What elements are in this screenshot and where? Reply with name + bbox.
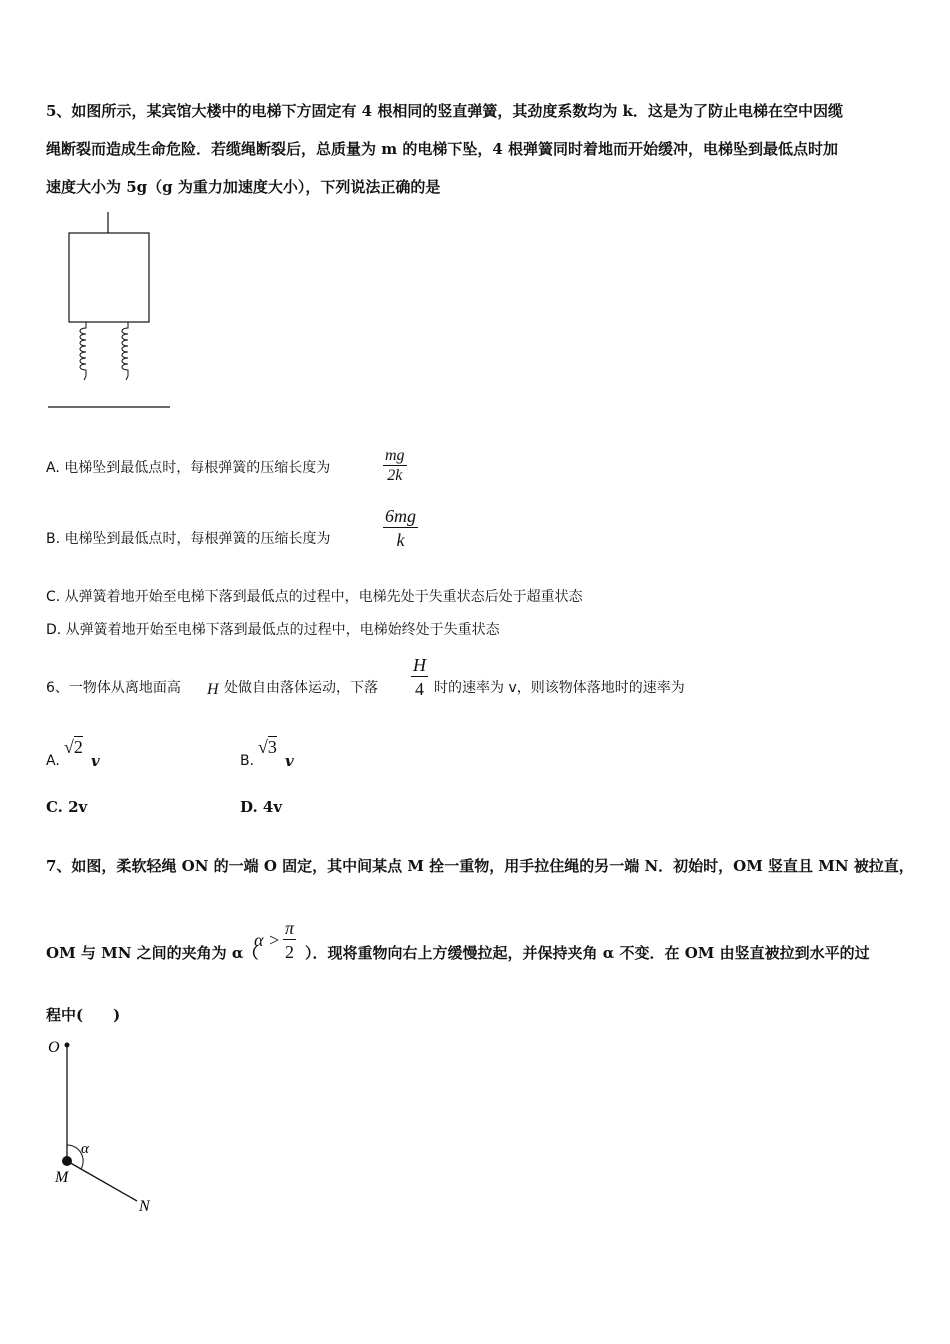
q6-option-a-radicand: 2	[73, 737, 83, 757]
q5-option-c: C. 从弹簧着地开始至电梯下落到最低点的过程中，电梯先处于失重状态后处于超重状态	[46, 589, 583, 605]
q6-option-c: C. 2v	[46, 798, 88, 816]
q5-option-a-denominator: 2k	[387, 467, 403, 484]
q5-stem-line3: 速度大小为 5g（g 为重力加速度大小），下列说法正确的是	[46, 178, 441, 196]
q6-stem-part3: 时的速率为 v，则该物体落地时的速率为	[434, 680, 685, 696]
q7-stem-line2-part2: ）．现将重物向右上方缓慢拉起，并保持夹角 α 不变．在 OM 由竖直被拉到水平的过	[305, 944, 870, 962]
q7-stem-line1: 7、如图，柔软轻绳 ON 的一端 O 固定，其中间某点 M 拴一重物，用手拉住绳的另一端 N．初始时，OM 竖直且 MN 被拉直，	[46, 857, 914, 875]
q5-option-a-fraction	[383, 446, 407, 485]
q6-option-b-radicand: 3	[267, 737, 277, 757]
q7-pi-denominator: 2	[285, 942, 295, 962]
q6-option-b-v: v	[285, 752, 294, 770]
q5-option-b: B. 电梯坠到最低点时，每根弹簧的压缩长度为	[46, 531, 331, 547]
q5-option-b-denominator: k	[396, 530, 405, 550]
point-n-label: N	[139, 1198, 150, 1215]
q6-stem-part1: 6、一物体从离地面高	[46, 680, 181, 696]
radical-sign-icon: √	[258, 737, 268, 757]
q7-stem-line2-part1: OM 与 MN 之间的夹角为 α（	[46, 944, 259, 962]
q5-option-b-fraction	[383, 505, 418, 552]
q5-option-d: D. 从弹簧着地开始至电梯下落到最低点的过程中，电梯始终处于失重状态	[46, 622, 500, 638]
q5-option-a-numerator: mg	[385, 447, 405, 464]
rope-angle-figure	[40, 1035, 200, 1215]
q7-stem-line3: 程中( )	[46, 1006, 121, 1024]
q5-option-b-numerator: 6mg	[385, 506, 416, 526]
q6-option-a-v: v	[91, 752, 100, 770]
q5-stem-line1: 5、如图所示，某宾馆大楼中的电梯下方固定有 4 根相同的竖直弹簧，其劲度系数均为 k．这是为了防止电梯在空中因缆	[46, 102, 843, 120]
q6-fraction-numerator: H	[413, 655, 426, 675]
q5-option-a: A. 电梯坠到最低点时，每根弹簧的压缩长度为	[46, 460, 331, 476]
q6-height-fraction	[411, 654, 428, 701]
q7-pi-numerator: π	[285, 918, 295, 938]
q6-fraction-denominator: 4	[415, 679, 424, 699]
q6-option-a-label: A.	[46, 753, 60, 769]
q5-stem-line2: 绳断裂而造成生命危险．若缆绳断裂后，总质量为 m 的电梯下坠，4 根弹簧同时着地而开始缓冲，电梯坠到最低点时加	[46, 140, 838, 158]
q6-option-d: D. 4v	[240, 798, 283, 816]
q6-option-a-sqrt	[64, 737, 83, 758]
radical-sign-icon: √	[64, 737, 74, 757]
q7-pi-fraction	[283, 918, 296, 964]
q6-height-symbol: H	[207, 681, 219, 698]
point-m-label: M	[55, 1169, 69, 1186]
angle-alpha-label: α	[81, 1141, 89, 1157]
q6-option-b-sqrt	[258, 737, 277, 758]
elevator-spring-figure	[40, 212, 220, 412]
point-o-label: O	[48, 1039, 60, 1056]
q6-stem-part2: 处做自由落体运动，下落	[224, 680, 378, 696]
q7-alpha-condition: α >	[254, 930, 281, 950]
q6-option-b-label: B.	[240, 753, 255, 769]
